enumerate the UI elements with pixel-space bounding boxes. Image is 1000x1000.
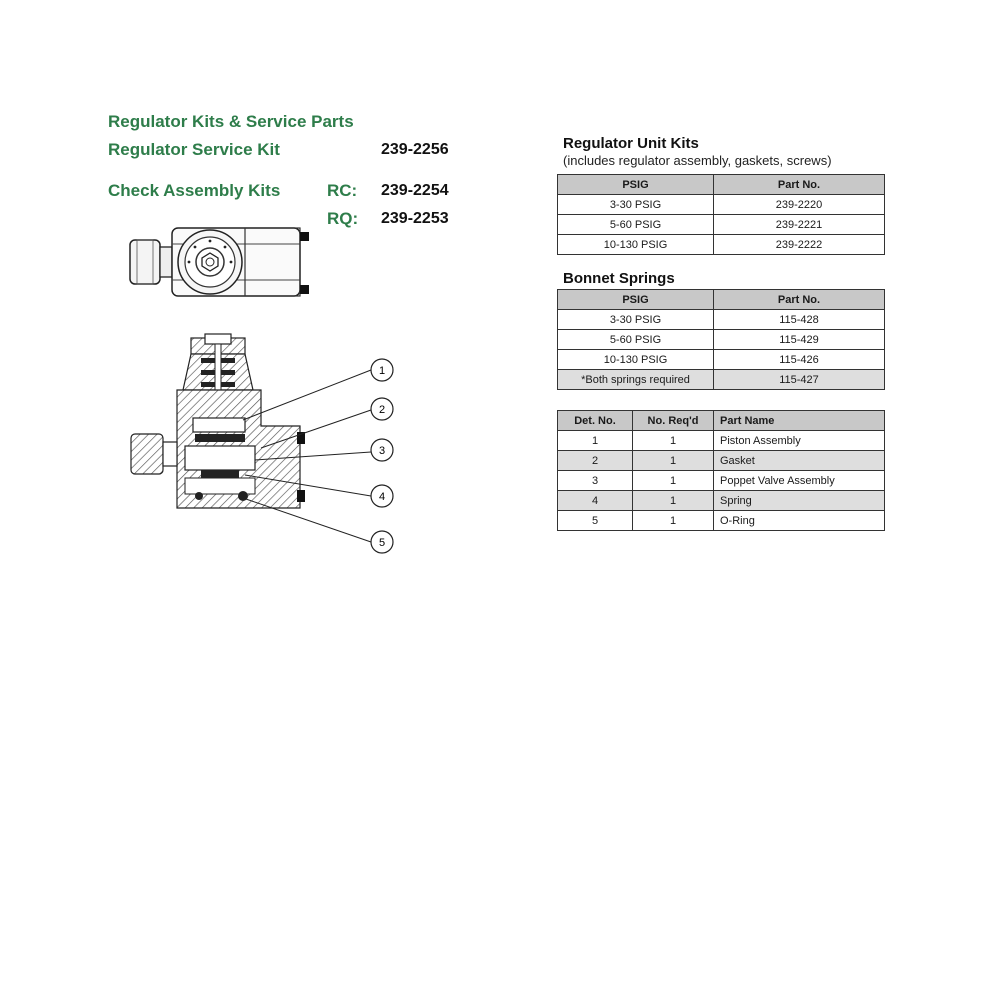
rq-part-number: 239-2253	[381, 210, 449, 227]
column-header: Part Name	[714, 411, 885, 431]
table-row	[558, 370, 885, 390]
table-cell: 115-426	[714, 350, 885, 370]
table-cell: 239-2222	[714, 235, 885, 255]
table-cell: 1	[633, 491, 714, 511]
callout-3	[371, 439, 393, 461]
table-row	[558, 431, 885, 451]
table-cell: Gasket	[714, 451, 885, 471]
table-cell: *Both springs required	[558, 370, 714, 390]
table-header-row	[558, 175, 885, 195]
table-cell: 2	[558, 451, 633, 471]
column-header: Part No.	[714, 290, 885, 310]
table-cell: 115-427	[714, 370, 885, 390]
table-row	[558, 195, 885, 215]
table-cell: 5-60 PSIG	[558, 330, 714, 350]
regulator-cutaway-diagram	[125, 330, 405, 560]
service-kit-part-number: 239-2256	[381, 141, 449, 158]
table-row	[558, 215, 885, 235]
table-cell: Piston Assembly	[714, 431, 885, 451]
bonnet-springs-table	[557, 289, 885, 390]
table-cell: 3-30 PSIG	[558, 195, 714, 215]
table-cell: 5	[558, 511, 633, 531]
table-cell: 239-2221	[714, 215, 885, 235]
table-cell: 1	[633, 471, 714, 491]
svg-text:2: 2	[378, 404, 386, 416]
table-header-row	[558, 290, 885, 310]
check-kits-label: Check Assembly Kits	[108, 181, 281, 200]
callout-2	[371, 398, 393, 420]
parts-list-table	[557, 410, 885, 531]
column-header: No. Req'd	[633, 411, 714, 431]
callout-4	[371, 485, 393, 507]
column-header: Part No.	[714, 175, 885, 195]
table-row	[558, 451, 885, 471]
unit-kits-subtitle: (includes regulator assembly, gaskets, screws)	[563, 153, 832, 168]
rc-part-number: 239-2254	[381, 182, 449, 199]
svg-text:5: 5	[378, 537, 386, 549]
svg-text:1: 1	[378, 365, 386, 377]
unit-kits-title: Regulator Unit Kits	[563, 135, 699, 152]
callout-5	[371, 531, 393, 553]
table-row	[558, 235, 885, 255]
table-cell: 3-30 PSIG	[558, 310, 714, 330]
regulator-top-view-illustration	[125, 222, 315, 312]
service-kit-label: Regulator Service Kit	[108, 140, 280, 159]
table-cell: 3	[558, 471, 633, 491]
table-row	[558, 491, 885, 511]
table-cell: 1	[633, 451, 714, 471]
unit-kits-table	[557, 174, 885, 255]
table-cell: 1	[633, 431, 714, 451]
table-cell: Poppet Valve Assembly	[714, 471, 885, 491]
column-header: PSIG	[558, 290, 714, 310]
table-row	[558, 511, 885, 531]
table-cell: 115-429	[714, 330, 885, 350]
svg-text:4: 4	[378, 491, 386, 503]
table-cell: 1	[558, 431, 633, 451]
column-header: PSIG	[558, 175, 714, 195]
table-row	[558, 471, 885, 491]
table-cell: 5-60 PSIG	[558, 215, 714, 235]
table-row	[558, 310, 885, 330]
table-cell: O-Ring	[714, 511, 885, 531]
table-header-row	[558, 411, 885, 431]
table-row	[558, 350, 885, 370]
page-title: Regulator Kits & Service Parts	[108, 112, 354, 131]
table-cell: 239-2220	[714, 195, 885, 215]
table-cell: 4	[558, 491, 633, 511]
table-cell: 1	[633, 511, 714, 531]
callout-1	[371, 359, 393, 381]
table-row	[558, 330, 885, 350]
table-cell: 10-130 PSIG	[558, 350, 714, 370]
svg-text:3: 3	[378, 445, 386, 457]
table-cell: 115-428	[714, 310, 885, 330]
table-cell: Spring	[714, 491, 885, 511]
table-cell: 10-130 PSIG	[558, 235, 714, 255]
bonnet-springs-title: Bonnet Springs	[563, 270, 675, 287]
column-header: Det. No.	[558, 411, 633, 431]
rc-label: RC:	[327, 181, 358, 200]
rq-label: RQ:	[327, 209, 359, 228]
